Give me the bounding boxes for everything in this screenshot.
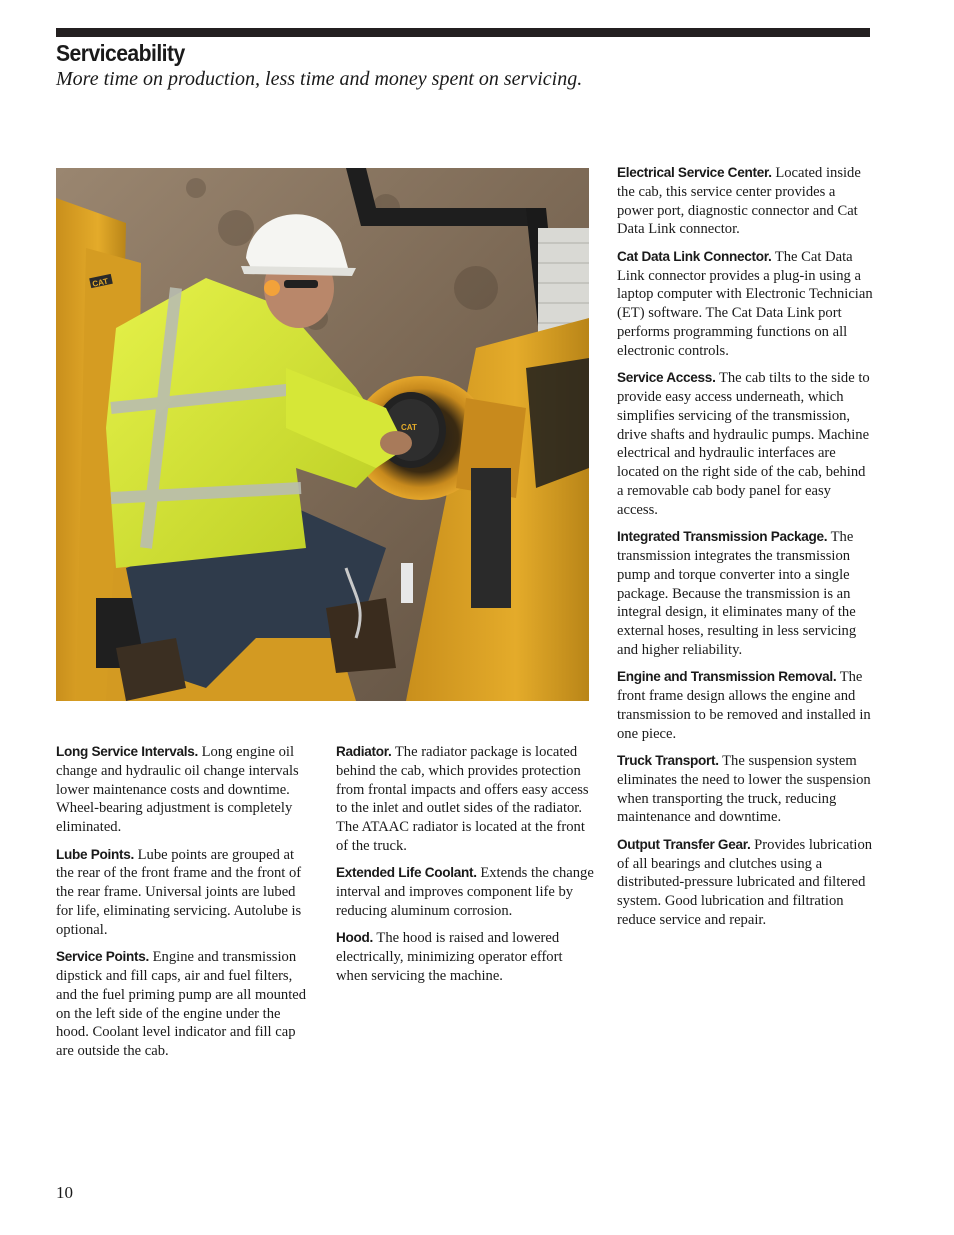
paragraph-body: Long engine oil change and hydraulic oil change intervals lower maintenance costs and downtime. Wheel-bearing adjustment is completely eliminated.	[56, 744, 299, 836]
photo-illustration	[56, 168, 589, 701]
paragraph-long-service-intervals	[56, 743, 314, 837]
paragraph-lead: Service Access.	[617, 370, 716, 386]
paragraph-body: The transmission integrates the transmission pump and torque converter into a single package. Because the transmission is an integral design, it eliminates many of the external hoses, resulting in less servicing and higher reliability.	[617, 529, 857, 658]
paragraph-body: Located inside the cab, this service center provides a power port, diagnostic connector and Cat Data Link connector.	[617, 165, 861, 238]
paragraph-lead: Lube Points.	[56, 846, 134, 862]
paragraph-lead: Integrated Transmission Package.	[617, 529, 828, 545]
paragraph-lead: Electrical Service Center.	[617, 165, 772, 180]
filter-badge-text: CAT	[401, 423, 417, 432]
paragraph-electrical-service-center	[617, 164, 875, 239]
paragraph-cat-data-link-connector	[617, 248, 875, 361]
paragraph-lead: Radiator.	[336, 744, 392, 759]
paragraph-lead: Extended Life Coolant.	[336, 865, 477, 881]
paragraph-lead: Long Service Intervals.	[56, 744, 198, 759]
page-title: Serviceability	[56, 40, 185, 66]
paragraph-service-access	[617, 369, 875, 519]
paragraph-body: The radiator package is located behind the cab, which provides protection from frontal impacts and offers easy access to the inlet and outlet sides of the radiator. The ATAAC radiator is located at the front of the truck.	[336, 744, 589, 854]
paragraph-lead: Cat Data Link Connector.	[617, 248, 772, 264]
page-subtitle: More time on production, less time and money spent on servicing.	[56, 68, 583, 90]
paragraph-body: The hood is raised and lowered electrically, minimizing operator effort when servicing the machine.	[336, 930, 563, 984]
paragraph-engine-transmission-removal	[617, 668, 875, 743]
page-number: 10	[56, 1183, 73, 1202]
paragraph-integrated-transmission-package	[617, 528, 875, 660]
text-column-1	[56, 743, 314, 1070]
paragraph-radiator	[336, 743, 594, 856]
paragraph-lead: Output Transfer Gear.	[617, 836, 751, 852]
paragraph-body: Extends the change interval and improves component life by reducing aluminum corrosion.	[336, 865, 594, 919]
paragraph-hood	[336, 929, 594, 985]
paragraph-body: The Cat Data Link connector provides a plug-in using a laptop computer with Electronic Technician (ET) software. The Cat Data Link port performs programming functions on all electronic controls.	[617, 248, 873, 359]
text-column-2	[336, 743, 594, 994]
paragraph-body: The suspension system eliminates the need to lower the suspension when transporting the truck, reducing maintenance and downtime.	[617, 753, 871, 826]
cat-decal-text: CAT	[91, 276, 109, 289]
paragraph-lead: Service Points.	[56, 949, 149, 965]
text-column-3	[617, 164, 875, 938]
paragraph-lead: Truck Transport.	[617, 753, 719, 769]
paragraph-lead: Engine and Transmission Removal.	[617, 669, 837, 685]
paragraph-body: The cab tilts to the side to provide easy access underneath, which simplifies servicing of the transmission, drive shafts and hydraulic pumps. Machine electrical and hydraulic interfaces are located on the right side of the cab, behind a removable cab body panel for easy access.	[617, 370, 870, 518]
paragraph-service-points	[56, 948, 314, 1061]
paragraph-body: Provides lubrication of all bearings and clutches using a distributed-pressure lubricated and filtered system. Good lubrication and filtration reduce service and repair.	[617, 836, 873, 929]
paragraph-body: Engine and transmission dipstick and fill caps, air and fuel filters, and the fuel priming pump are all mounted on the left side of the engine under the hood. Coolant level indicator and fill cap are outside the cab.	[56, 949, 307, 1060]
paragraph-lube-points	[56, 846, 314, 940]
header-rule	[56, 28, 870, 37]
paragraph-extended-life-coolant	[336, 864, 594, 920]
paragraph-body: The front frame design allows the engine and transmission to be removed and installed in one piece.	[617, 669, 871, 742]
service-photo	[56, 168, 589, 701]
paragraph-body: Lube points are grouped at the rear of the front frame and the front of the rear frame. Universal joints are lubed for life, eliminating servicing. Autolube is optional.	[56, 846, 302, 938]
paragraph-lead: Hood.	[336, 930, 374, 946]
paragraph-truck-transport	[617, 752, 875, 827]
paragraph-output-transfer-gear	[617, 836, 875, 930]
